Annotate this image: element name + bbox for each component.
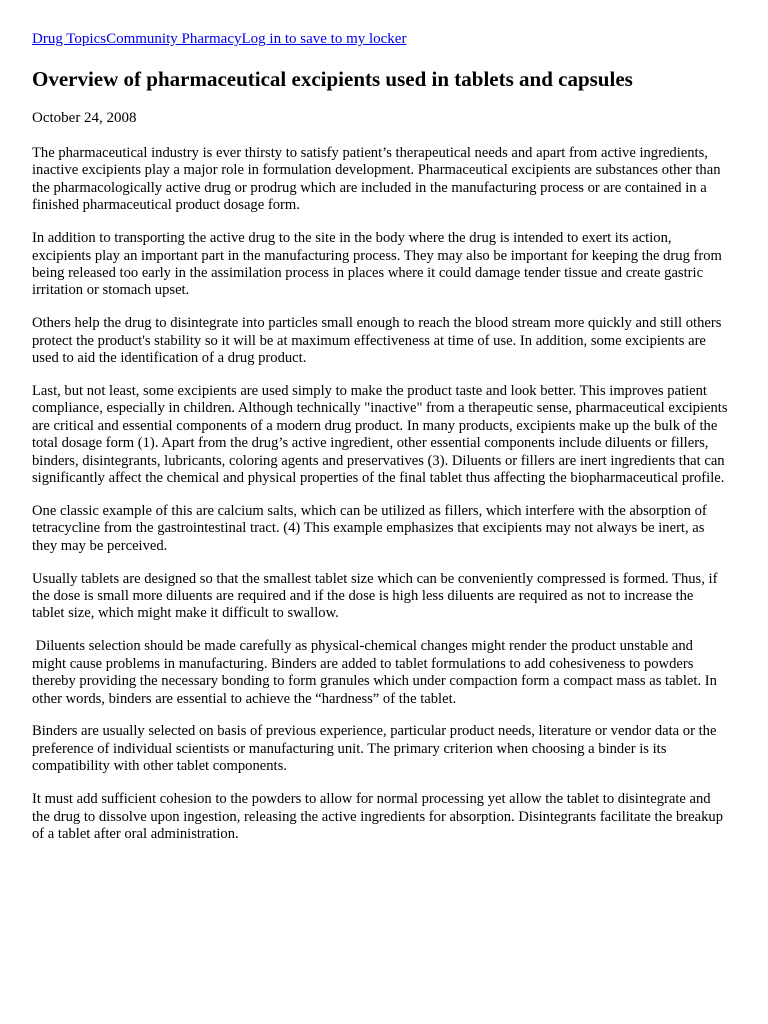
article-date: October 24, 2008 [32,110,137,126]
article-paragraph: In addition to transporting the active drug to the site in the body where the drug is intended to exert its action, excipients play an important part in the manufacturing process. They may also be important for keeping the drug from being released too early in the assimilation process in places where it could damage tender tissue and create gastric irritation or stomach upset. [32,230,726,299]
article-title: Overview of pharmaceutical excipients used in tablets and capsules [32,67,633,91]
breadcrumb [32,30,728,48]
login-to-save-link[interactable]: Log in to save to my locker [241,31,407,47]
article-body [32,145,732,843]
article-paragraph: One classic example of this are calcium salts, which can be utilized as fillers, which interfere with the absorption of tetracycline from the gastrointestinal tract. (4) This example emphasizes that excipients may not always be inert, as they may be perceived. [32,502,711,554]
breadcrumb-link-drug-topics[interactable]: Drug Topics [32,31,107,47]
article-paragraph: It must add sufficient cohesion to the powders to allow for normal processing yet allow the tablet to disintegrate and the drug to dissolve upon ingestion, releasing the active ingredients for absorption. Disintegrants facilitate the breakup of a tablet after oral administration. [32,791,727,842]
breadcrumb-link-community-pharmacy[interactable]: Community Pharmacy [106,31,242,47]
article-paragraph: Diluents selection should be made carefully as physical-chemical changes might render the product unstable and might cause problems in manufacturing. Binders are added to tablet formulations to add cohesiveness to powders thereby providing the necessary bonding to form granules which under compaction form a compact mass as tablet. In other words, binders are essential to achieve the “hardness” of the tablet. [32,638,721,707]
article-paragraph: Last, but not least, some excipients are used simply to make the product taste and look better. This improves patient compliance, especially in children. Although technically "inactive" from a therapeutic sense, pharmaceutical excipients are critical and essential components of a modern drug product. In many products, excipients make up the bulk of the total dosage form (1). Apart from the drug’s active ingredient, other essential components include diluents or fillers, binders, disintegrants, lubricants, coloring agents and preservatives (3). Diluents or fillers are inert ingredients that can significantly affect the chemical and physical properties of the final tablet thus affecting the biopharmaceutical profile. [32,382,732,486]
article-paragraph: Binders are usually selected on basis of previous experience, particular product needs, literature or vendor data or the preference of individual scientists or manufacturing unit. The primary criterion when choosing a binder is its compatibility with other tablet components. [32,723,721,775]
article-paragraph: Usually tablets are designed so that the smallest tablet size which can be conveniently compressed is formed. Thus, if the dose is small more diluents are required and if the dose is high less diluents are required as not to increase the tablet size, which might make it difficult to swallow. [32,570,722,622]
article-paragraph: Others help the drug to disintegrate into particles small enough to reach the blood stream more quickly and still others protect the product's stability so it will be at maximum effectiveness at time of use. In addition, some excipients are used to aid the identification of a drug product. [32,315,726,367]
article-paragraph: The pharmaceutical industry is ever thirsty to satisfy patient’s therapeutical needs and apart from active ingredients, inactive excipients play a major role in formulation development. Pharmaceutical excipients are substances other than the pharmacologically active drug or prodrug which are included in the manufacturing process or are contained in a finished pharmaceutical product dosage form. [32,145,725,214]
